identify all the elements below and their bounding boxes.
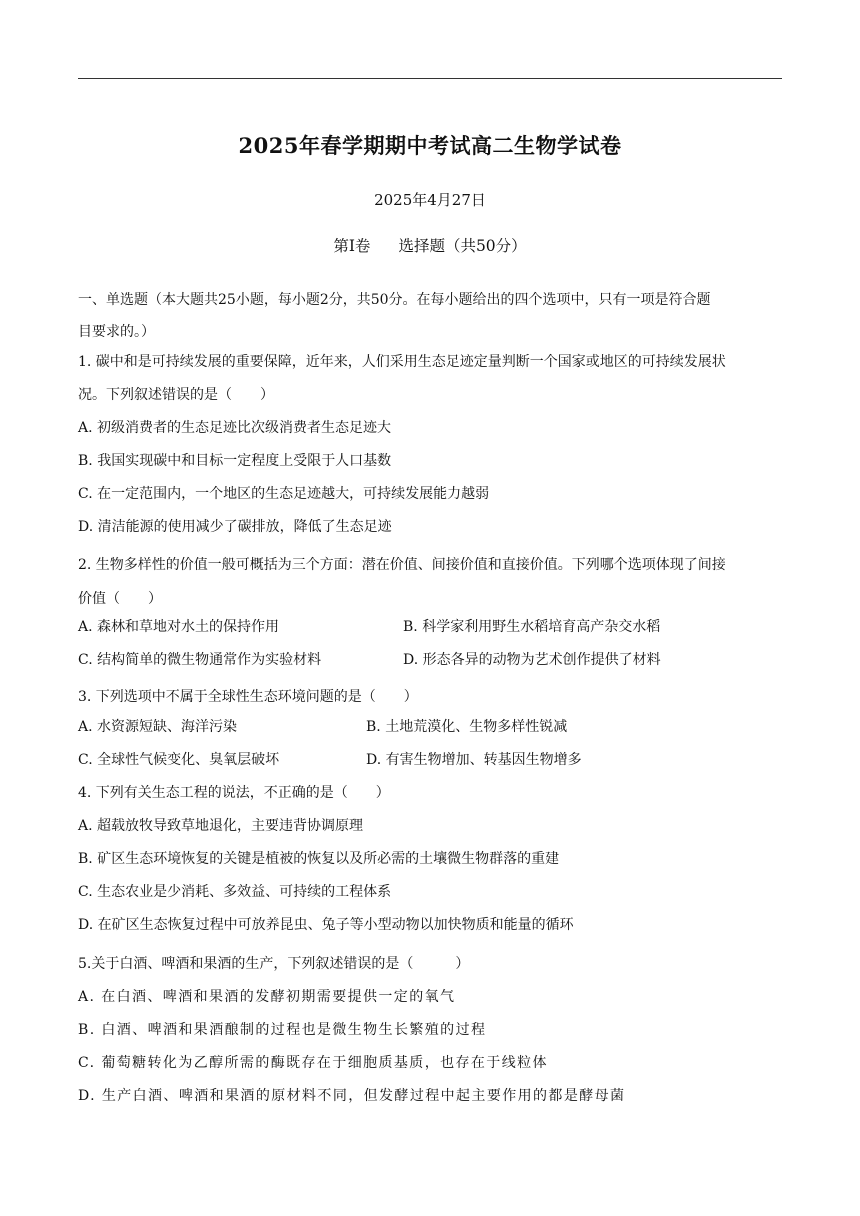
q5-option-c: C. 葡萄糖转化为乙醇所需的酶既存在于细胞质基质，也存在于线粒体 — [78, 1055, 548, 1071]
q2-option-d: D. 形态各异的动物为艺术创作提供了材料 — [403, 652, 661, 668]
section-heading — [0, 234, 860, 256]
exam-date: 2025年4月27日 — [374, 191, 486, 209]
q3-option-a: A. 水资源短缺、海洋污染 — [78, 719, 238, 735]
q3-option-c: C. 全球性气候变化、臭氧层破坏 — [78, 752, 280, 768]
q4-option-b: B. 矿区生态环境恢复的关键是植被的恢复以及所必需的土壤微生物群落的重建 — [78, 851, 560, 867]
q1-stem-line-1: 1. 碳中和是可持续发展的重要保障，近年来，人们采用生态足迹定量判断一个国家或地区的可持续发展状 — [78, 354, 726, 370]
q1-option-b: B. 我国实现碳中和目标一定程度上受限于人口基数 — [78, 453, 392, 469]
exam-title: 2025年春学期期中考试高二生物学试卷 — [238, 133, 622, 158]
q1-stem-line-2: 况。下列叙述错误的是（ ） — [78, 387, 274, 403]
q2-option-c: C. 结构简单的微生物通常作为实验材料 — [78, 652, 322, 668]
q1-option-d: D. 清洁能源的使用减少了碳排放，降低了生态足迹 — [78, 519, 392, 535]
q5-stem: 5.关于白酒、啤酒和果酒的生产，下列叙述错误的是（ ） — [78, 956, 470, 972]
q3-stem: 3. 下列选项中不属于全球性生态环境问题的是（ ） — [78, 689, 418, 705]
q2-option-b: B. 科学家利用野生水稻培育高产杂交水稻 — [403, 619, 661, 635]
header-rule — [78, 78, 782, 79]
q4-option-d: D. 在矿区生态恢复过程中可放养昆虫、兔子等小型动物以加快物质和能量的循环 — [78, 917, 574, 933]
instructions-line-2: 目要求的。） — [78, 324, 155, 340]
q2-option-a: A. 森林和草地对水土的保持作用 — [78, 619, 280, 635]
q5-option-b: B. 白酒、啤酒和果酒酿制的过程也是微生物生长繁殖的过程 — [78, 1022, 487, 1038]
q5-option-d: D. 生产白酒、啤酒和果酒的原材料不同，但发酵过程中起主要作用的都是酵母菌 — [78, 1088, 626, 1104]
q1-option-a: A. 初级消费者的生态足迹比次级消费者生态足迹大 — [78, 420, 392, 436]
q4-option-a: A. 超载放牧导致草地退化，主要违背协调原理 — [78, 818, 364, 834]
q4-stem: 4. 下列有关生态工程的说法，不正确的是（ ） — [78, 785, 390, 801]
q3-option-d: D. 有害生物增加、转基因生物增多 — [366, 752, 582, 768]
q4-option-c: C. 生态农业是少消耗、多效益、可持续的工程体系 — [78, 884, 392, 900]
q2-stem-line-1: 2. 生物多样性的价值一般可概括为三个方面：潜在价值、间接价值和直接价值。下列哪个选项体现了间接 — [78, 557, 726, 573]
section-part: 第Ⅰ卷 — [333, 237, 371, 255]
q5-option-a: A. 在白酒、啤酒和果酒的发酵初期需要提供一定的氧气 — [78, 989, 456, 1005]
q3-option-b: B. 土地荒漠化、生物多样性锐减 — [366, 719, 568, 735]
section-name: 选择题（共50分） — [398, 237, 527, 255]
instructions-line-1: 一、单选题（本大题共25小题，每小题2分，共50分。在每小题给出的四个选项中，只有一项是符合题 — [78, 292, 711, 308]
q1-option-c: C. 在一定范围内，一个地区的生态足迹越大，可持续发展能力越弱 — [78, 486, 490, 502]
q2-stem-line-2: 价值（ ） — [78, 591, 162, 607]
